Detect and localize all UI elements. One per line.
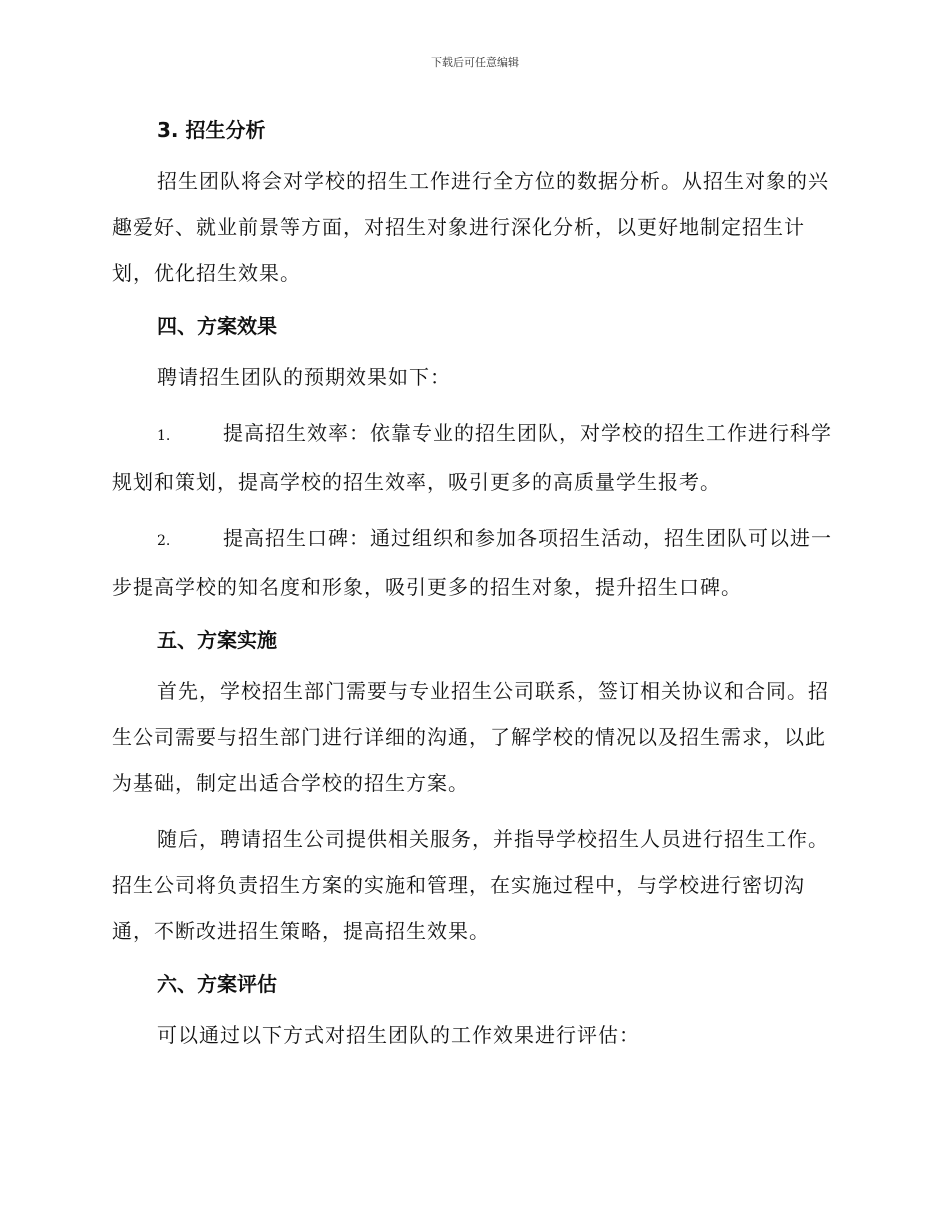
section-5-title: 五、方案实施 [157,628,277,652]
list-item [112,410,840,505]
section-3-paragraph: 招生团队将会对学校的招生工作进行全方位的数据分析。从招生对象的兴趣爱好、就业前景等方面，对招生对象进行深化分析，以更好地制定招生计划，优化招生效果。 [112,169,829,285]
list-item-number: 2. [157,533,171,549]
list-item [112,515,840,610]
section-5-paragraph-2: 随后，聘请招生公司提供相关服务，并指导学校招生人员进行招生工作。招生公司将负责招生方案的实施和管理，在实施过程中，与学校进行密切沟通，不断改进招生策略，提高招生效果。 [112,827,829,943]
section-6-intro: 可以通过以下方式对招生团队的工作效果进行评估： [157,1023,640,1047]
document-body [112,112,840,1058]
section-4-title: 四、方案效果 [157,314,277,338]
section-4-intro: 聘请招生团队的预期效果如下： [157,365,451,389]
list-item-number: 1. [157,428,171,444]
section-6-title: 六、方案评估 [157,972,277,996]
section-3-title: 3. 招生分析 [157,118,266,142]
list-item-text: 提高招生口碑：通过组织和参加各项招生活动，招生团队可以进一步提高学校的知名度和形象，吸引更多的招生对象，提升招生口碑。 [112,526,832,599]
section-5-paragraph-1: 首先，学校招生部门需要与专业招生公司联系，签订相关协议和合同。招生公司需要与招生部门进行详细的沟通，了解学校的情况以及招生需求，以此为基础，制定出适合学校的招生方案。 [112,679,829,795]
list-item-text: 提高招生效率：依靠专业的招生团队，对学校的招生工作进行科学规划和策划，提高学校的招生效率，吸引更多的高质量学生报考。 [112,421,832,494]
page-header-note: 下载后可任意编辑 [431,56,519,69]
